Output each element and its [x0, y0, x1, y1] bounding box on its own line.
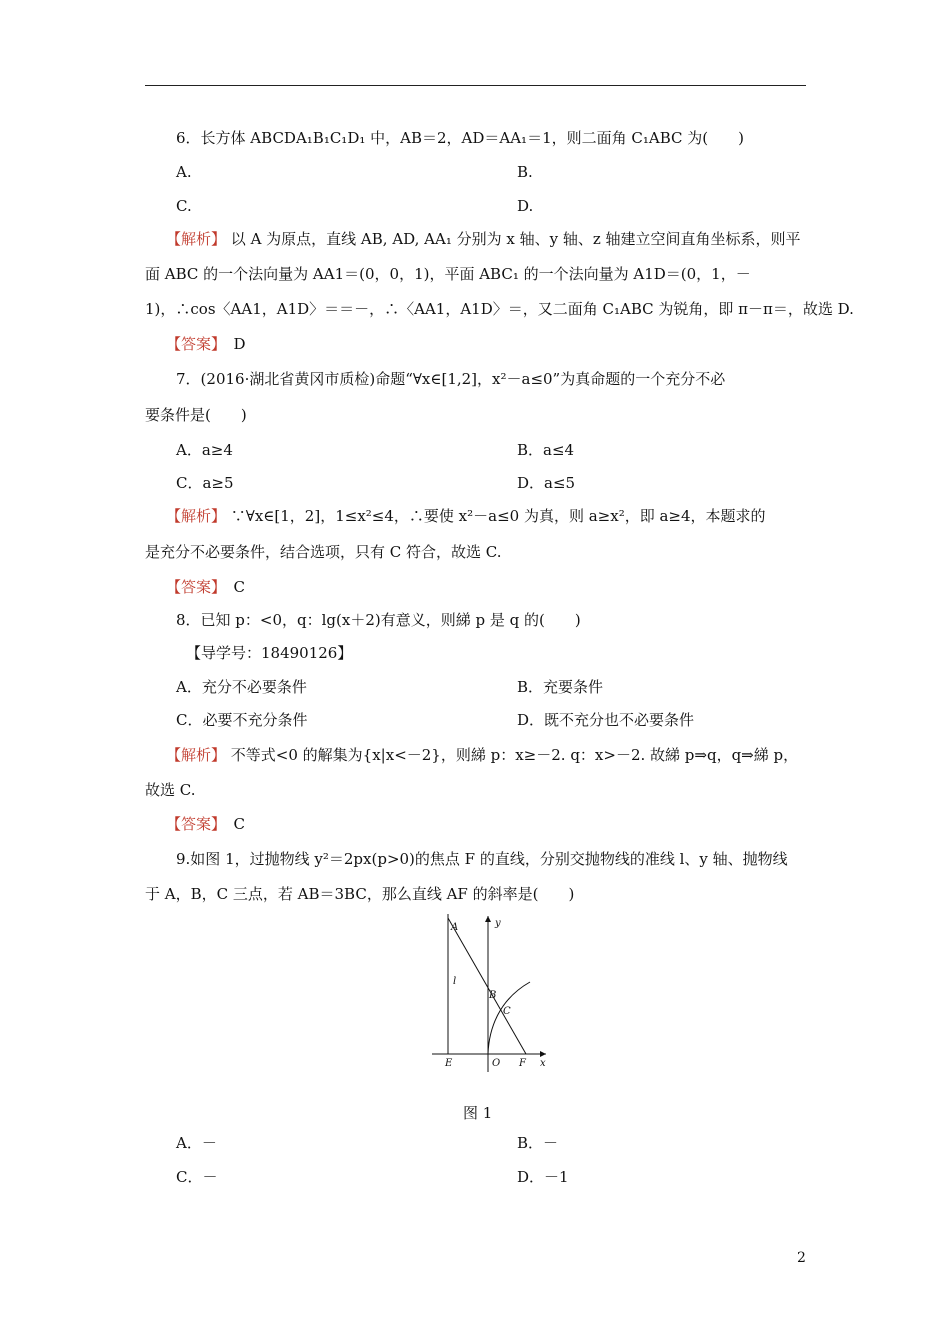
q7-stem-line-1: 7．(2016·湖北省黄冈市质检)命题“∀x∈[1,2]，x²－a≤0”为真命题的一个充分不必	[176, 370, 726, 388]
answer-value: D	[233, 335, 246, 353]
q7-option-c: C．a≥5	[176, 474, 234, 492]
label-x: x	[540, 1058, 546, 1069]
analysis-tag: 【解析】	[166, 507, 227, 525]
q7-analysis-line-1	[166, 506, 766, 526]
q9-option-a: A．－	[176, 1134, 217, 1152]
q8-guide-number: 【导学号：18490126】	[186, 644, 353, 662]
q7-option-b: B．a≤4	[517, 441, 575, 459]
q8-option-a: A．充分不必要条件	[176, 678, 307, 696]
q9-stem-line-1: 9.如图 1，过抛物线 y²＝2px(p>0)的焦点 F 的直线，分别交抛物线的准线 l、y 轴、抛物线	[176, 850, 788, 868]
q6-analysis-line-3: 1)，∴cos〈AA1，A1D〉＝＝－，∴〈AA1，A1D〉＝，又二面角 C₁ABC 为锐角，即 π－π＝，故选 D.	[145, 300, 854, 318]
q7-option-d: D．a≤5	[517, 474, 576, 492]
analysis-tag: 【解析】	[166, 746, 227, 764]
label-e: E	[445, 1058, 453, 1069]
q7-stem-line-2: 要条件是( )	[145, 406, 247, 424]
q9-option-b: B．－	[517, 1134, 559, 1152]
q6-option-a: A.	[176, 163, 192, 181]
q8-option-b: B．充要条件	[517, 678, 604, 696]
q6-answer	[166, 334, 246, 354]
q8-option-d: D．既不充分也不必要条件	[517, 711, 695, 729]
header-rule	[145, 85, 806, 86]
q7-answer	[166, 577, 245, 597]
y-axis-arrow	[485, 916, 491, 922]
q8-analysis-line-1	[166, 745, 798, 765]
page-number: 2	[797, 1250, 806, 1266]
q8-answer	[166, 814, 245, 834]
label-c: C	[503, 1006, 511, 1017]
answer-tag: 【答案】	[166, 335, 219, 353]
answer-tag: 【答案】	[166, 578, 219, 596]
answer-value: C	[233, 578, 246, 596]
q6-analysis-line-1	[166, 229, 801, 249]
analysis-text: 以 A 为原点，直线 AB, AD, AA₁ 分别为 x 轴、y 轴、z 轴建立空间直角坐标系，则平	[230, 230, 801, 248]
q9-stem-line-2: 于 A，B，C 三点，若 AB＝3BC，那么直线 AF 的斜率是( )	[145, 885, 575, 903]
label-f: F	[519, 1058, 526, 1069]
q6-stem: 6．长方体 ABCDA₁B₁C₁D₁ 中，AB＝2，AD＝AA₁＝1，则二面角 C₁ABC 为( )	[176, 129, 744, 147]
label-o: O	[492, 1058, 501, 1069]
q6-option-d: D.	[517, 197, 534, 215]
parabola-figure	[432, 912, 552, 1072]
q6-analysis-line-2: 面 ABC 的一个法向量为 AA1＝(0，0，1)，平面 ABC₁ 的一个法向量为 A1D＝(0，1，－	[145, 265, 751, 283]
label-y: y	[495, 918, 501, 929]
analysis-tag: 【解析】	[166, 230, 227, 248]
q8-option-c: C．必要不充分条件	[176, 711, 308, 729]
label-a: A	[451, 922, 459, 933]
q6-option-c: C.	[176, 197, 192, 215]
x-axis-arrow	[540, 1051, 546, 1057]
q9-option-d: D．－1	[517, 1168, 569, 1186]
q7-analysis-line-2: 是充分不必要条件，结合选项，只有 C 符合，故选 C.	[145, 543, 502, 561]
q9-option-c: C．－	[176, 1168, 218, 1186]
analysis-text: 不等式<0 的解集为{x|x<－2}，则綈 p：x≥－2. q：x>－2. 故綈 p⇒q，q⇒綈 p，	[230, 746, 799, 764]
line-af	[448, 918, 526, 1054]
answer-value: C	[233, 815, 246, 833]
q7-option-a: A．a≥4	[176, 441, 233, 459]
figure-caption: 图 1	[463, 1104, 493, 1122]
q8-stem: 8．已知 p：<0，q：lg(x＋2)有意义，则綈 p 是 q 的( )	[176, 611, 581, 629]
label-b: B	[489, 990, 497, 1001]
q6-option-b: B.	[517, 163, 533, 181]
q8-analysis-line-2: 故选 C.	[145, 781, 196, 799]
answer-tag: 【答案】	[166, 815, 219, 833]
analysis-text: ∵∀x∈[1，2]，1≤x²≤4，∴要使 x²－a≤0 为真，则 a≥x²，即 a≥4，本题求的	[230, 507, 766, 525]
label-l: l	[453, 976, 457, 987]
